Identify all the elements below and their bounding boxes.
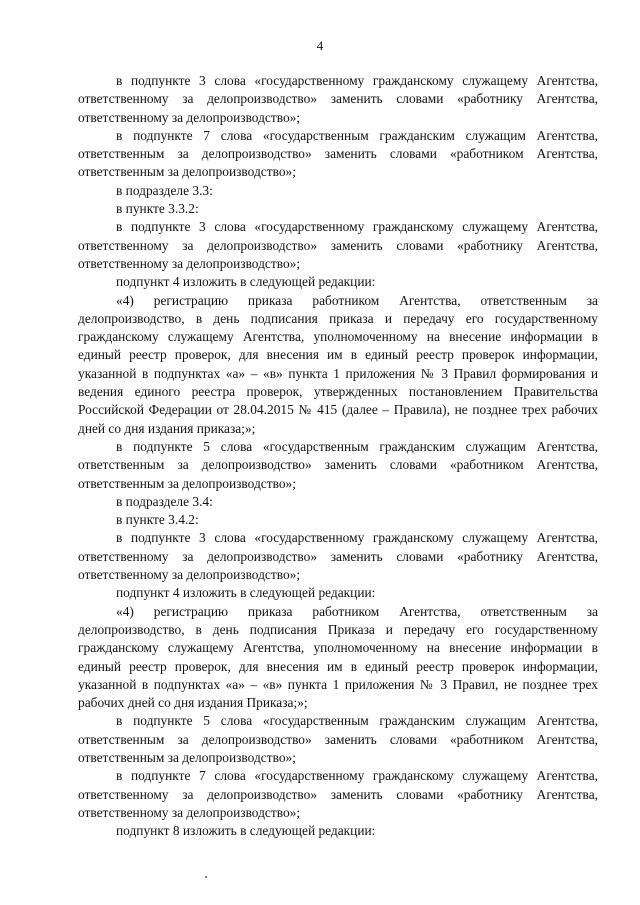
paragraph: в подпункте 3 слова «государственному гражданскому служащему Агентства, ответственному за делопроизводство» заменить словами «работнику Агентства, ответственному за делопроизводство»; bbox=[78, 530, 598, 583]
paragraph: подпункт 4 изложить в следующей редакции: bbox=[116, 585, 376, 601]
paragraph: в подпункте 5 слова «государственным гражданским служащим Агентства, ответственным за делопроизводство» заменить словами «работником Агентства, ответственным за делопроизводство»; bbox=[78, 438, 598, 491]
paragraph: подпункт 4 изложить в следующей редакции: bbox=[116, 274, 376, 290]
paragraph: в подпункте 7 слова «государственным гражданским служащим Агентства, ответственным за делопроизводство» заменить словами «работником Агентства, ответственным за делопроизводство»; bbox=[78, 127, 598, 180]
paragraph: в подразделе 3.3: bbox=[116, 182, 213, 198]
paragraph: в подпункте 7 слова «государственному гражданскому служащему Агентства, ответственному за делопроизводство» заменить словами «работнику Агентства, ответственному за делопроизводство»; bbox=[78, 768, 598, 820]
paragraph: в пункте 3.3.2: bbox=[116, 201, 199, 217]
paragraph: в подпункте 5 слова «государственным гражданским служащим Агентства, ответственным за делопроизводство» заменить словами «работником Агентства, ответственным за делопроизводство»; bbox=[78, 713, 598, 765]
page-number: 4 bbox=[316, 38, 324, 53]
paragraph: в подпункте 3 слова «государственному гражданскому служащему Агентства, ответственному за делопроизводство» заменить словами «работнику Агентства, ответственному за делопроизводство»; bbox=[78, 219, 598, 271]
document-body bbox=[78, 72, 598, 840]
paragraph: «4) регистрацию приказа работником Агентства, ответственным за делопроизводство, в день подписания приказа и передачу его государственному гражданскому служащему Агентства, уполномоченному на внесение информации в единый реестр проверок, для внесения им в единый реестр проверок информации, указанной в подпунктах «а» – «в» пункта 1 приложения № 3 Правил формирования и ведения единого реестра проверок, утвержденных постановлением Правительства Российской Федерации от 28.04.2015 № 415 (далее – Правила), не позднее трех рабочих дней со дня издания приказа;»; bbox=[78, 292, 598, 436]
paragraph: подпункт 8 изложить в следующей редакции: bbox=[116, 823, 376, 839]
paragraph: в подпункте 3 слова «государственному гражданскому служащему Агентства, ответственному за делопроизводство» заменить словами «работнику Агентства, ответственному за делопроизводство»; bbox=[78, 73, 598, 125]
paragraph: «4) регистрацию приказа работником Агентства, ответственным за делопроизводство, в день подписания Приказа и передачу его государственному гражданскому служащему Агентства, уполномоченному на внесение информации в единый реестр проверок, для внесения им в единый реестр проверок информации, указанной в подпунктах «а» – «в» пункта 1 приложения № 3 Правил, не позднее трех рабочих дней со дня издания Приказа;»; bbox=[78, 603, 598, 711]
scan-speck bbox=[205, 876, 207, 878]
paragraph: в пункте 3.4.2: bbox=[116, 512, 199, 528]
paragraph: в подразделе 3.4: bbox=[116, 493, 213, 509]
